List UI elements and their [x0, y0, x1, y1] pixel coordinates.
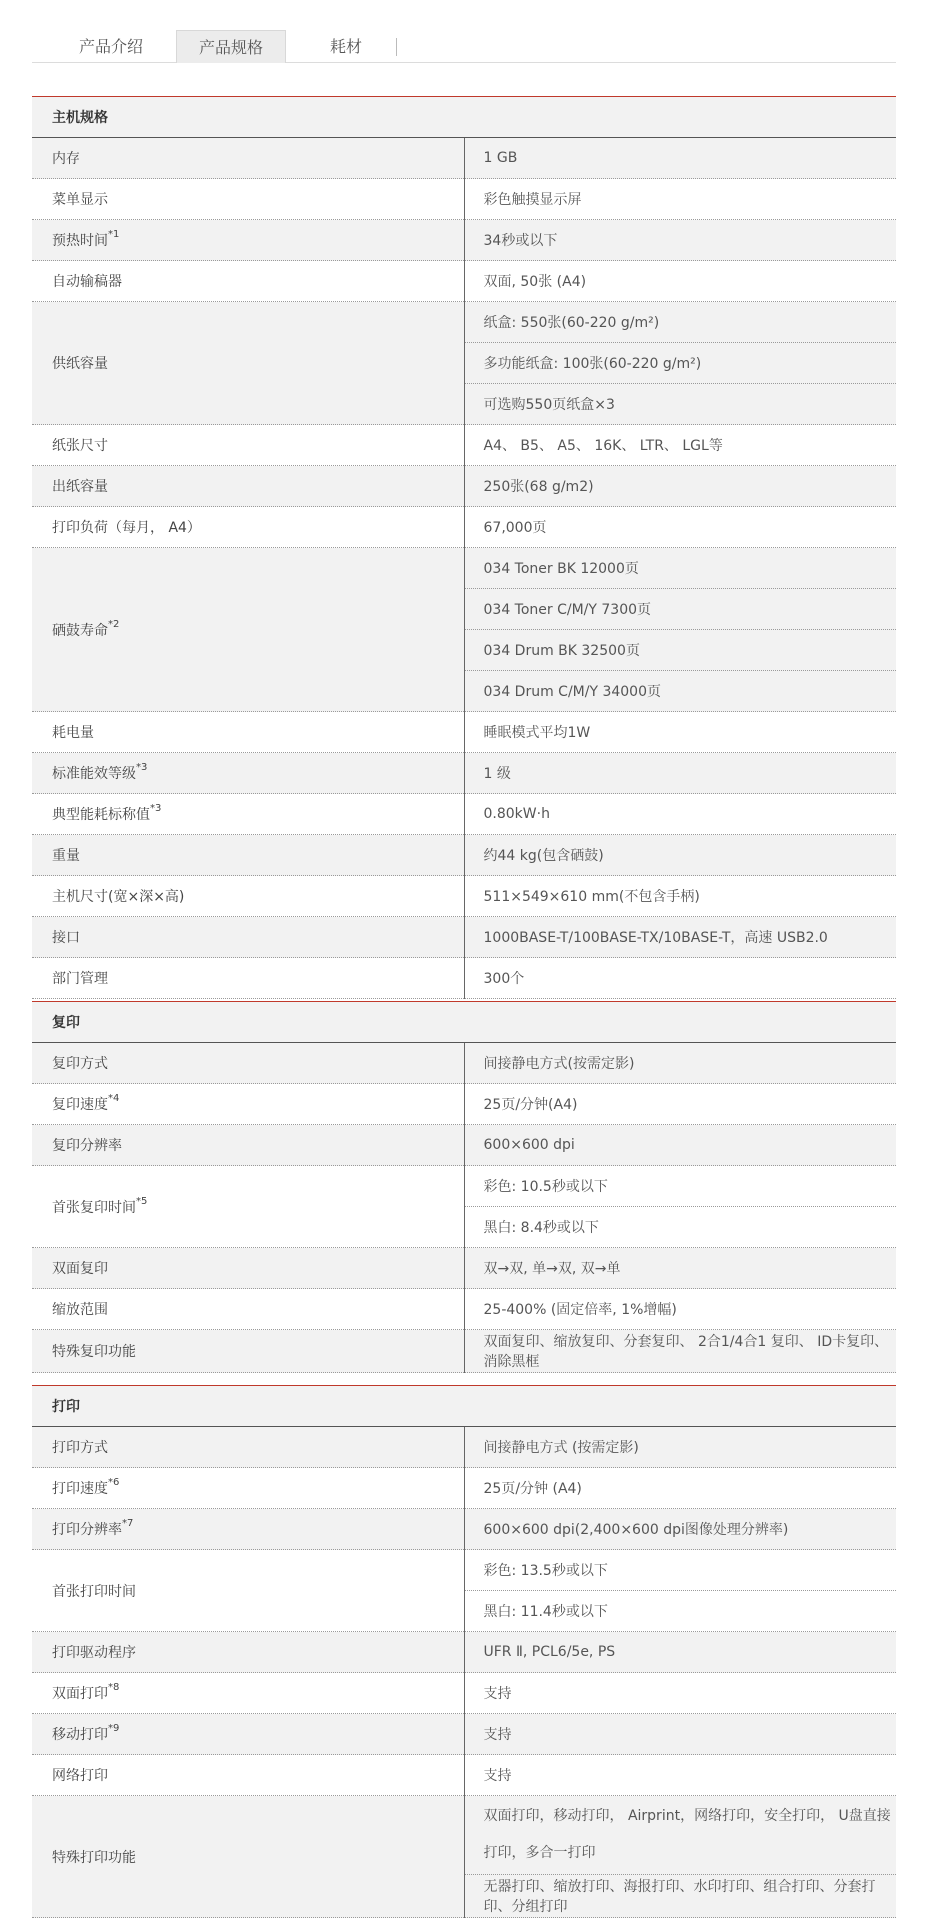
spec-label-text: 出纸容量 — [52, 479, 108, 495]
footnote-marker: *3 — [136, 762, 148, 773]
spec-value: 1 GB — [464, 138, 896, 179]
tab-consumables[interactable]: 耗材 — [329, 37, 362, 56]
spec-label — [32, 1673, 464, 1714]
spec-label — [32, 1550, 464, 1632]
footnote-marker: *1 — [108, 229, 120, 240]
table-row — [32, 876, 896, 917]
spec-table — [32, 1001, 896, 1373]
table-row — [32, 1509, 896, 1550]
spec-label — [32, 1330, 464, 1373]
spec-label — [32, 179, 464, 220]
tab-bar — [32, 30, 896, 63]
table-row — [32, 1755, 896, 1796]
section-title: 复印 — [32, 1002, 896, 1043]
spec-value: A4、 B5、 A5、 16K、 LTR、 LGL等 — [464, 425, 896, 466]
table-row — [32, 138, 896, 179]
spec-label — [32, 1714, 464, 1755]
spec-value: 511×549×610 mm(不包含手柄) — [464, 876, 896, 917]
table-row — [32, 302, 896, 343]
spec-label-text: 双面复印 — [52, 1261, 108, 1277]
spec-label — [32, 138, 464, 179]
spec-value: 双面打印，移动打印， Airprint，网络打印，安全打印， U盘直接打印，多合一打印 — [464, 1796, 896, 1875]
spec-label-text: 自动输稿器 — [52, 274, 122, 290]
spec-value: 支持 — [464, 1755, 896, 1796]
spec-value: 双面, 50张 (A4) — [464, 261, 896, 302]
spec-value: 支持 — [464, 1714, 896, 1755]
spec-label — [32, 958, 464, 999]
spec-label — [32, 261, 464, 302]
table-row — [32, 466, 896, 507]
spec-label — [32, 1084, 464, 1125]
tab-product-specs[interactable]: 产品规格 — [176, 30, 286, 63]
table-row — [32, 1468, 896, 1509]
spec-label-text: 接口 — [52, 930, 80, 946]
spec-label-text: 打印速度 — [52, 1481, 108, 1497]
table-row — [32, 835, 896, 876]
spec-value: 0.80kW·h — [464, 794, 896, 835]
spec-value: 多功能纸盒: 100张(60-220 g/m²) — [464, 343, 896, 384]
spec-label — [32, 917, 464, 958]
table-row — [32, 958, 896, 999]
table-row — [32, 1289, 896, 1330]
table-row — [32, 179, 896, 220]
spec-value: 黑白: 8.4秒或以下 — [464, 1207, 896, 1248]
spec-value: 67,000页 — [464, 507, 896, 548]
spec-label-text: 打印负荷（每月， A4） — [52, 520, 201, 536]
spec-label-text: 耗电量 — [52, 725, 94, 741]
section-header-row — [32, 97, 896, 138]
spec-value: 双→双, 单→双, 双→单 — [464, 1248, 896, 1289]
spec-label — [32, 753, 464, 794]
table-row — [32, 1632, 896, 1673]
table-row — [32, 1166, 896, 1207]
footnote-marker: *6 — [108, 1477, 120, 1488]
table-row — [32, 1714, 896, 1755]
spec-label — [32, 1125, 464, 1166]
spec-value: 间接静电方式 (按需定影) — [464, 1427, 896, 1468]
spec-label-text: 打印分辨率 — [52, 1522, 122, 1538]
spec-label-text: 网络打印 — [52, 1768, 108, 1784]
spec-label — [32, 835, 464, 876]
table-row — [32, 1330, 896, 1373]
spec-table — [32, 1385, 896, 1918]
spec-value: 纸盒: 550张(60-220 g/m²) — [464, 302, 896, 343]
spec-value: 约44 kg(包含硒鼓) — [464, 835, 896, 876]
spec-value: 彩色: 13.5秒或以下 — [464, 1550, 896, 1591]
table-row — [32, 1550, 896, 1591]
spec-label-text: 双面打印 — [52, 1686, 108, 1702]
table-row — [32, 1248, 896, 1289]
spec-label-text: 主机尺寸(宽×深×高) — [52, 889, 185, 905]
spec-label-text: 特殊复印功能 — [52, 1344, 136, 1360]
spec-value: 25-400% (固定倍率, 1%增幅) — [464, 1289, 896, 1330]
spec-label — [32, 1043, 464, 1084]
spec-label-text: 重量 — [52, 848, 80, 864]
spec-label — [32, 548, 464, 712]
spec-value: 034 Toner BK 12000页 — [464, 548, 896, 589]
spec-value: 034 Drum C/M/Y 34000页 — [464, 671, 896, 712]
spec-label-text: 预热时间 — [52, 233, 108, 249]
spec-label — [32, 1755, 464, 1796]
spec-label-text: 打印驱动程序 — [52, 1645, 136, 1661]
table-row — [32, 1125, 896, 1166]
spec-value: 黑白: 11.4秒或以下 — [464, 1591, 896, 1632]
spec-label — [32, 1166, 464, 1248]
spec-label — [32, 1796, 464, 1918]
spec-label-text: 内存 — [52, 151, 80, 167]
spec-label-text: 复印速度 — [52, 1097, 108, 1113]
spec-label-text: 纸张尺寸 — [52, 438, 108, 454]
spec-label — [32, 220, 464, 261]
table-row — [32, 753, 896, 794]
spec-value: 300个 — [464, 958, 896, 999]
spec-value: 600×600 dpi — [464, 1125, 896, 1166]
spec-label — [32, 302, 464, 425]
tab-divider — [396, 38, 397, 56]
table-row — [32, 917, 896, 958]
spec-label — [32, 507, 464, 548]
footnote-marker: *4 — [108, 1093, 120, 1104]
spec-value: 600×600 dpi(2,400×600 dpi图像处理分辨率) — [464, 1509, 896, 1550]
spec-label-text: 硒鼓寿命 — [52, 622, 108, 639]
spec-table — [32, 96, 896, 999]
table-row — [32, 220, 896, 261]
footnote-marker: *5 — [136, 1195, 148, 1207]
footnote-marker: *8 — [108, 1682, 120, 1693]
spec-label-text: 特殊打印功能 — [52, 1849, 136, 1866]
table-row — [32, 1796, 896, 1875]
spec-label — [32, 1248, 464, 1289]
spec-value: 彩色触摸显示屏 — [464, 179, 896, 220]
spec-value: 25页/分钟 (A4) — [464, 1468, 896, 1509]
footnote-marker: *7 — [122, 1518, 134, 1529]
spec-label-text: 复印方式 — [52, 1056, 108, 1072]
table-row — [32, 1427, 896, 1468]
spec-label — [32, 1468, 464, 1509]
spec-label — [32, 466, 464, 507]
spec-label-text: 首张打印时间 — [52, 1583, 136, 1600]
spec-label-text: 移动打印 — [52, 1727, 108, 1743]
spec-label-text: 部门管理 — [52, 971, 108, 987]
spec-label-text: 菜单显示 — [52, 192, 108, 208]
table-row — [32, 1043, 896, 1084]
spec-label — [32, 794, 464, 835]
spec-value: 1 级 — [464, 753, 896, 794]
spec-value: 彩色: 10.5秒或以下 — [464, 1166, 896, 1207]
spec-value: 可选购550页纸盒×3 — [464, 384, 896, 425]
table-row — [32, 1084, 896, 1125]
footnote-marker: *3 — [150, 803, 162, 814]
spec-label-text: 首张复印时间 — [52, 1199, 136, 1216]
spec-label-text: 典型能耗标称值 — [52, 807, 150, 823]
spec-value: 双面复印、缩放复印、分套复印、 2合1/4合1 复印、 ID卡复印、消除黑框 — [464, 1330, 896, 1373]
spec-label — [32, 1509, 464, 1550]
table-row — [32, 425, 896, 466]
table-row — [32, 261, 896, 302]
table-row — [32, 794, 896, 835]
section-header-row — [32, 1002, 896, 1043]
spec-label-text: 复印分辨率 — [52, 1138, 122, 1154]
section-header-row — [32, 1386, 896, 1427]
table-row — [32, 507, 896, 548]
spec-value: 250张(68 g/m2) — [464, 466, 896, 507]
spec-value: 间接静电方式(按需定影) — [464, 1043, 896, 1084]
spec-value: 034 Drum BK 32500页 — [464, 630, 896, 671]
spec-value: 无器打印、缩放打印、海报打印、水印打印、组合打印、分套打印、分组打印 — [464, 1875, 896, 1918]
spec-value: 睡眠模式平均1W — [464, 712, 896, 753]
spec-label-text: 供纸容量 — [52, 356, 108, 372]
spec-value: 支持 — [464, 1673, 896, 1714]
footnote-marker: *2 — [108, 618, 120, 630]
spec-value: UFR Ⅱ, PCL6/5e, PS — [464, 1632, 896, 1673]
spec-label-text: 标准能效等级 — [52, 766, 136, 782]
table-row — [32, 1673, 896, 1714]
spec-label-text: 打印方式 — [52, 1440, 108, 1456]
spec-label — [32, 1289, 464, 1330]
section-title: 主机规格 — [32, 97, 896, 138]
section-title: 打印 — [32, 1386, 896, 1427]
spec-label-text: 缩放范围 — [52, 1302, 108, 1318]
spec-value: 34秒或以下 — [464, 220, 896, 261]
spec-label — [32, 876, 464, 917]
spec-label — [32, 1632, 464, 1673]
spec-label — [32, 1427, 464, 1468]
spec-label — [32, 425, 464, 466]
spec-value: 25页/分钟(A4) — [464, 1084, 896, 1125]
table-row — [32, 712, 896, 753]
footnote-marker: *9 — [108, 1723, 120, 1734]
tab-product-intro[interactable]: 产品介绍 — [78, 37, 143, 56]
spec-label — [32, 712, 464, 753]
table-row — [32, 548, 896, 589]
spec-value: 034 Toner C/M/Y 7300页 — [464, 589, 896, 630]
spec-value: 1000BASE-T/100BASE-TX/10BASE-T，高速 USB2.0 — [464, 917, 896, 958]
